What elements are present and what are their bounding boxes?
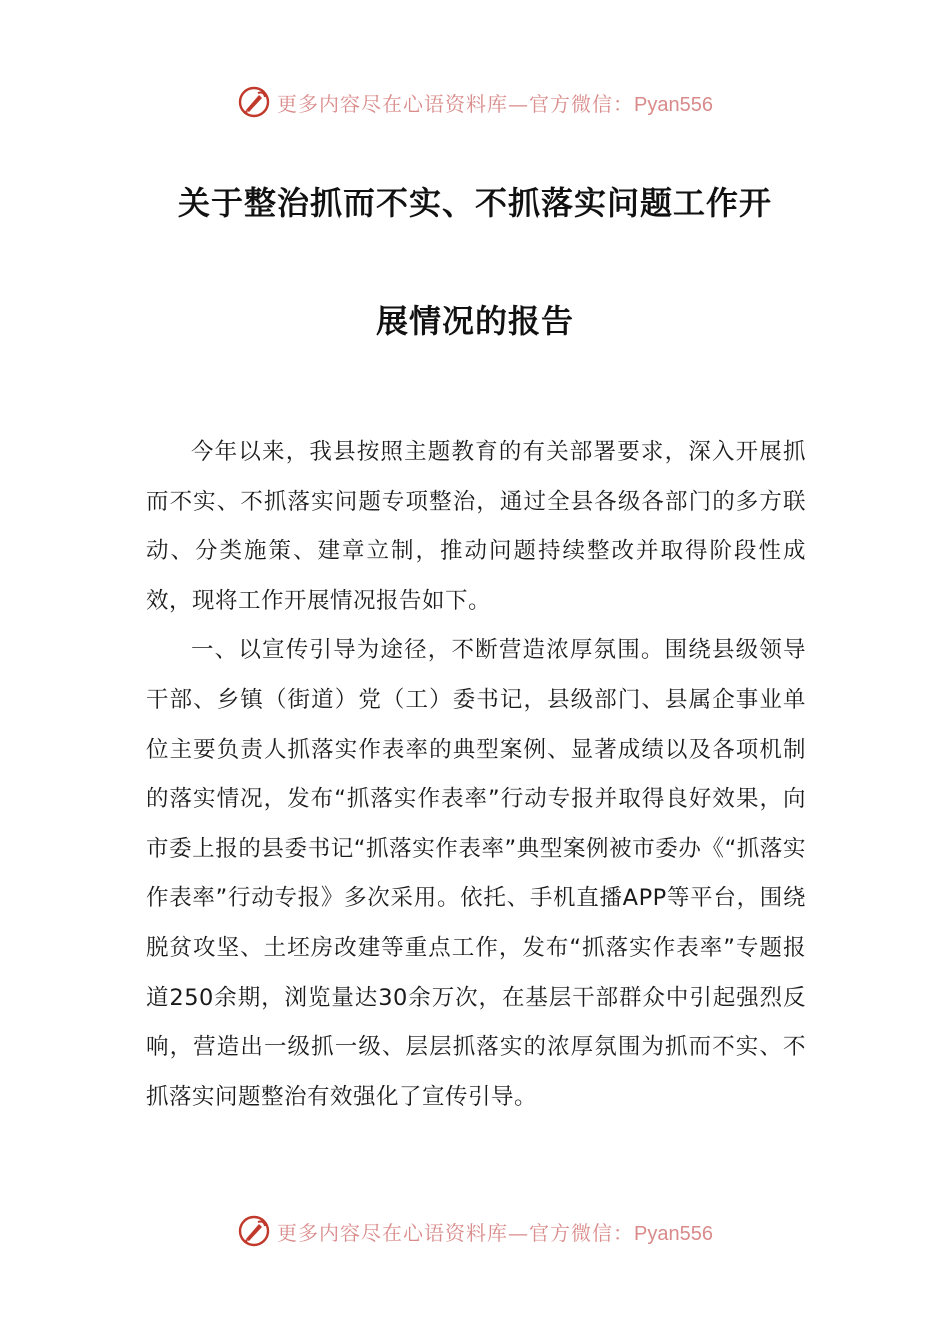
paragraph-section-1: 一、以宣传引导为途径，不断营造浓厚氛围。围绕县级领导干部、乡镇（街道）党（工）委书记，县级部门、县属企事业单位主要负责人抓落实作表率的典型案例、显著成绩以及各项机制的落实情况，发布“抓落实作表率”行动专报并取得良好效果，向市委上报的县委书记“抓落实作表率”典型案例被市委办《“抓落实作表率”行动专报》多次采用。依托、手机直播APP等平台，围绕脱贫攻坚、土坯房改建等重点工作，发布“抓落实作表率”专题报道250余期，浏览量达30余万次，在基层干部群众中引起强烈反响，营造出一级抓一级、层层抓落实的浓厚氛围为抓而不实、不抓落实问题整治有效强化了宣传引导。 [146,637,806,1110]
wechat-id: Pyan556 [634,1222,713,1245]
document-body [146,428,806,1122]
watermark-text: 更多内容尽在心语资料库—官方微信：Pyan556 [277,91,713,116]
pen-nib-logo-icon [237,85,271,119]
pen-nib-logo-icon [237,1214,271,1248]
watermark-banner-bottom [0,1211,950,1251]
watermark-text: 更多内容尽在心语资料库—官方微信：Pyan556 [277,1220,713,1245]
paragraph-intro: 今年以来，我县按照主题教育的有关部署要求，深入开展抓而不实、不抓落实问题专项整治，通过全县各级各部门的多方联动、分类施策、建章立制，推动问题持续整改并取得阶段性成效，现将工作开展情况报告如下。 [146,439,806,614]
watermark-banner-top [0,82,950,122]
document-title-line-2: 展情况的报告 [375,302,574,340]
wechat-id: Pyan556 [634,93,713,116]
document-title-line-1: 关于整治抓而不实、不抓落实问题工作开 [177,184,772,222]
